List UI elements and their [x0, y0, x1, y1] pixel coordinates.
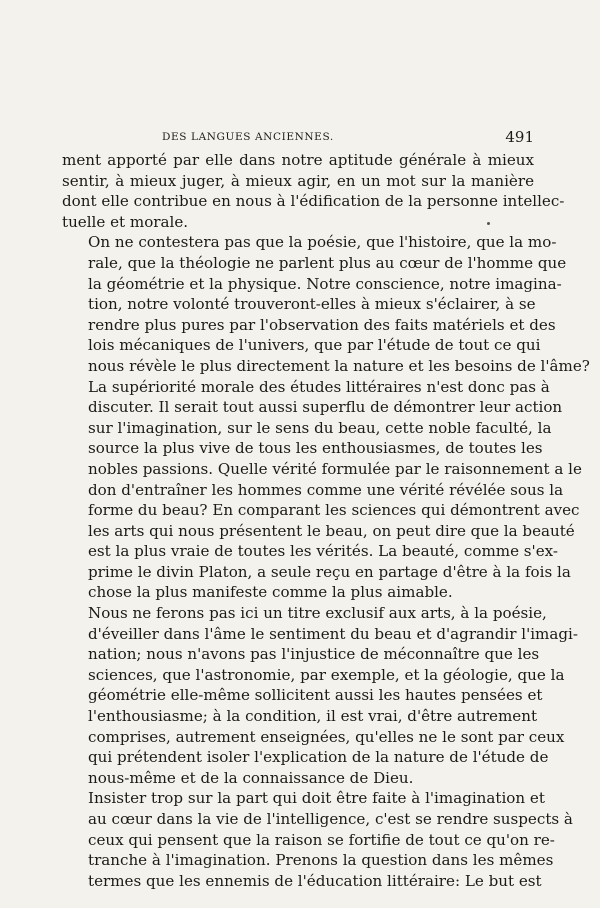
running-title: DES LANGUES ANCIENNES. [162, 131, 334, 143]
text-line: ceux qui pensent que la raison se fortifie de tout ce qu'on re- [88, 830, 555, 849]
text-line: au cœur dans la vie de l'intelligence, c'est se rendre suspects à [88, 810, 573, 828]
text-line: sentir, à mieux juger, à mieux agir, en un mot sur la manière [62, 171, 534, 190]
text-line: rale, que la théologie ne parlent plus au cœur de l'homme que [88, 253, 567, 272]
text-line: l'enthousiasme; à la condition, il est vrai, d'être autrement [88, 707, 538, 726]
text-line: forme du beau? En comparant les sciences qui démontrent avec [88, 501, 580, 520]
text-line: Nous ne ferons pas ici un titre exclusif aux arts, à la poésie, [88, 604, 547, 623]
text-line: sur l'imagination, sur le sens du beau, cette noble faculté, la [88, 418, 552, 437]
text-line: dont elle contribue en nous à l'édification de la personne intellec- [62, 192, 565, 211]
text-line: d'éveiller dans l'âme le sentiment du beau et d'agrandir l'imagi- [88, 624, 578, 643]
text-line: tion, notre volonté trouveront-elles à mieux s'éclairer, à se [88, 295, 536, 314]
text-line: On ne contestera pas que la poésie, que l'histoire, que la mo- [88, 233, 557, 252]
text-line: nation; nous n'avons pas l'injustice de méconnaître que les [88, 645, 540, 664]
text-line: nobles passions. Quelle vérité formulée par le raisonnement a le [88, 459, 582, 478]
text-line: sciences, que l'astronomie, par exemple, et la géologie, que la [88, 665, 565, 684]
text-line: tuelle et morale. [62, 212, 189, 231]
text-line: chose la plus manifeste comme la plus aimable. [88, 583, 453, 602]
text-line: géométrie elle-même sollicitent aussi les hautes pensées et [88, 686, 543, 705]
text-line: ment apporté par elle dans notre aptitude générale à mieux [62, 151, 534, 169]
text-line: rendre plus pures par l'observation des faits matériels et des [88, 315, 556, 334]
page-number: 491 [505, 128, 534, 146]
paragraph [62, 788, 573, 891]
text-line: comprises, autrement enseignées, qu'elles ne le sont par ceux [88, 727, 565, 746]
text-line: source la plus vive de tous les enthousiasmes, de toutes les [88, 439, 543, 458]
paragraph [62, 603, 578, 788]
text-line: Insister trop sur la part qui doit être faite à l'imagination et [88, 789, 545, 808]
ink-speck [487, 222, 490, 225]
paragraph [62, 232, 590, 603]
text-line: est la plus vraie de toutes les vérités. La beauté, comme s'ex- [88, 542, 558, 561]
text-line: nous-même et de la connaissance de Dieu. [88, 768, 414, 787]
text-line: les arts qui nous présentent le beau, on peut dire que la beauté [88, 521, 575, 540]
text-line: la géométrie et la physique. Notre conscience, notre imagina- [88, 274, 562, 293]
page-header [62, 128, 534, 149]
text-line: don d'entraîner les hommes comme une vérité révélée sous la [88, 480, 564, 499]
text-line: qui prétendent isoler l'explication de la nature de l'étude de [88, 748, 549, 767]
text-line: nous révèle le plus directement la nature et les besoins de l'âme? [88, 356, 590, 375]
text-line: termes que les ennemis de l'éducation littéraire: Le but est [88, 871, 542, 890]
text-line: prime le divin Platon, a seule reçu en partage d'être à la fois la [88, 562, 571, 581]
text-line: discuter. Il serait tout aussi superflu de démontrer leur action [88, 398, 563, 417]
body-text [62, 150, 590, 891]
text-line: tranche à l'imagination. Prenons la question dans les mêmes [88, 851, 554, 870]
paragraph [62, 150, 565, 232]
text-line: La supériorité morale des études littéraires n'est donc pas à [88, 377, 550, 396]
text-line: lois mécaniques de l'univers, que par l'étude de tout ce qui [88, 336, 541, 355]
